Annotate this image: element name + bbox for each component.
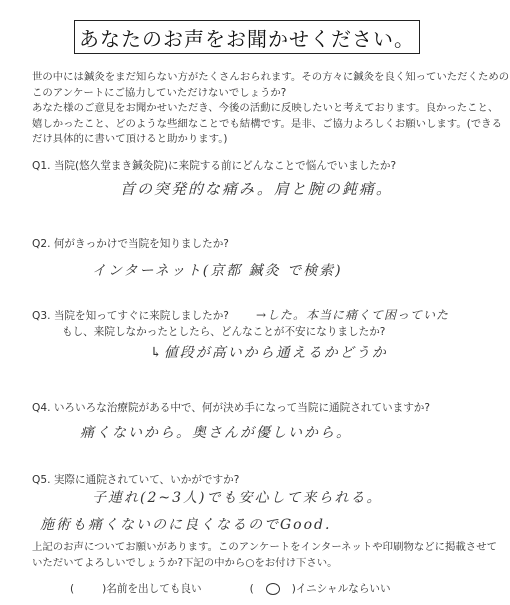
- answer-2: インターネット(京都 鍼灸 で検索): [92, 263, 343, 279]
- consent-line: 上記のお声についてお願いがあります。このアンケートをインターネットや印刷物などに掲載させて: [32, 541, 497, 553]
- answer-5b: 施術も痛くないのに良くなるのでGood.: [40, 517, 332, 533]
- consent-choices: [70, 581, 391, 596]
- question-3: Q3. 当院を知ってすぐに来院しましたか?: [32, 310, 229, 322]
- survey-title: あなたのお声をお聞かせください。: [74, 20, 420, 54]
- answer-1: 首の突発的な痛み。肩と腕の鈍痛。: [120, 180, 393, 198]
- answer-4: 痛くないから。奥さんが優しいから。: [80, 425, 352, 441]
- intro-line: 世の中には鍼灸をまだ知らない方がたくさんおられます。その方々に鍼灸を良く知っていただくための: [32, 71, 510, 83]
- intro-line: 嬉しかったこと、どのような些細なことでも結構です。是非、ご協力よろしくお願いします。(できる: [32, 117, 502, 130]
- circle-mark-icon: [266, 583, 280, 595]
- choice-paren: ( ): [70, 582, 107, 595]
- answer-5a: 子連れ(2~3人)でも安心して来られる。: [92, 490, 383, 506]
- intro-line: だけ具体的に書いて頂けると助かります。): [32, 133, 228, 145]
- consent-line: いただいてよろしいでしょうか?下記の中から○をお付け下さい。: [32, 556, 338, 569]
- answer-3a: →した。本当に痛くて困っていた: [256, 308, 450, 322]
- intro-line: あなた様のご意見をお聞かせいただき、今後の活動に反映したいと考えております。良かったこと、: [32, 102, 499, 114]
- question-4: Q4. いろいろな治療院がある中で、何が決め手になって当院に通院されていますか?: [32, 402, 431, 414]
- choice-name-ok[interactable]: [70, 581, 202, 596]
- question-5: Q5. 実際に通院されていて、いかがですか?: [32, 474, 240, 486]
- question-1: Q1. 当院(悠久堂まき鍼灸院)に来院する前にどんなことで悩んでいましたか?: [32, 160, 397, 172]
- intro-text: [32, 70, 510, 148]
- question-2: Q2. 何がきっかけで当院を知りましたか?: [32, 238, 229, 250]
- consent-text: [32, 540, 497, 571]
- choice-paren: ( ): [249, 582, 296, 595]
- choice-label: イニシャルならいい: [295, 583, 391, 595]
- choice-initial-only[interactable]: [250, 581, 391, 596]
- choice-label: 名前を出しても良い: [106, 583, 202, 595]
- question-3-followup: もし、来院しなかったとしたら、どんなことが不安になりましたか?: [62, 326, 386, 338]
- intro-line: このアンケートにご協力していただけないでしょうか?: [32, 86, 287, 99]
- answer-3b: ↳値段が高いから通えるかどうか: [150, 345, 388, 361]
